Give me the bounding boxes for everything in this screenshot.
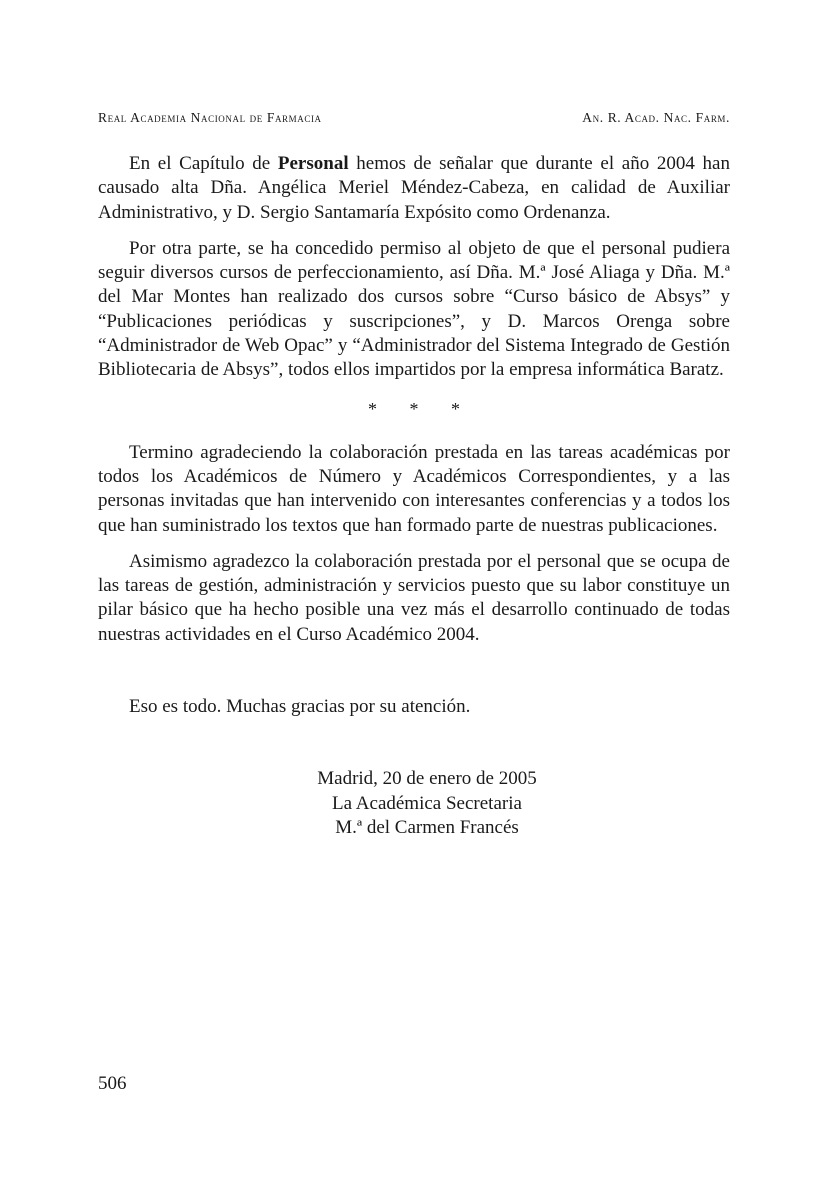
closing-line: Eso es todo. Muchas gracias por su atención. xyxy=(129,696,471,718)
signature-place-date: Madrid, 20 de enero de 2005 xyxy=(317,768,537,790)
body-text xyxy=(98,152,730,719)
signature-block xyxy=(296,767,558,840)
signature-role: La Académica Secretaria xyxy=(332,792,522,814)
header-right: An. R. Acad. Nac. Farm. xyxy=(582,110,730,125)
bold-term-personal: Personal xyxy=(277,153,349,174)
document-page xyxy=(98,108,730,840)
paragraph-courses: Por otra parte, se ha concedido permiso al objeto de que el personal pudiera seguir diversos cursos de perfeccionamiento, así Dña. M.ª José Aliaga y Dña. M.ª del Mar Montes han realizado dos cursos sobre “Curso básico de Absys” y “Publicaciones periódicas y suscripciones”, y D. Marcos Orenga sobre “Administrador de Web Opac” y “Administrador del Sistema Integrado de Gestión Bibliotecaria de Absys”, todos ellos impartidos por la empresa informática Baratz. xyxy=(98,237,730,381)
signature-name: M.ª del Carmen Francés xyxy=(335,816,519,838)
paragraph-acknowledgement-staff: Asimismo agradezco la colaboración prestada por el personal que se ocupa de las tareas de gestión, administración y servicios puesto que su labor constituye un pilar básico que ha hecho posible una vez más el desarrollo continuado de todas nuestras actividades en el Curso Académico 2004. xyxy=(98,550,730,645)
running-header xyxy=(98,108,730,128)
section-separator: * * * xyxy=(368,398,474,419)
paragraph-acknowledgement-academics: Termino agradeciendo la colaboración prestada en las tareas académicas por todos los Académicos de Número y Académicos Correspondientes, y a las personas invitadas que han intervenido con interesantes conferencias y a todos los que han suministrado los textos que han formado parte de nuestras publicaciones. xyxy=(98,441,730,536)
page-number: 506 xyxy=(98,1073,127,1094)
paragraph-personal-lead: En el Capítulo de xyxy=(129,153,278,174)
paragraph-personal xyxy=(98,152,730,225)
header-left: Real Academia Nacional de Farmacia xyxy=(98,110,322,125)
paragraph-personal-rest: hemos de señalar que durante el año 2004 han causado alta Dña. Angélica Meriel Méndez-Cabeza, en calidad de Auxiliar Administrativo, y D. Sergio Santamaría Expósito como Ordenanza. xyxy=(98,153,730,223)
